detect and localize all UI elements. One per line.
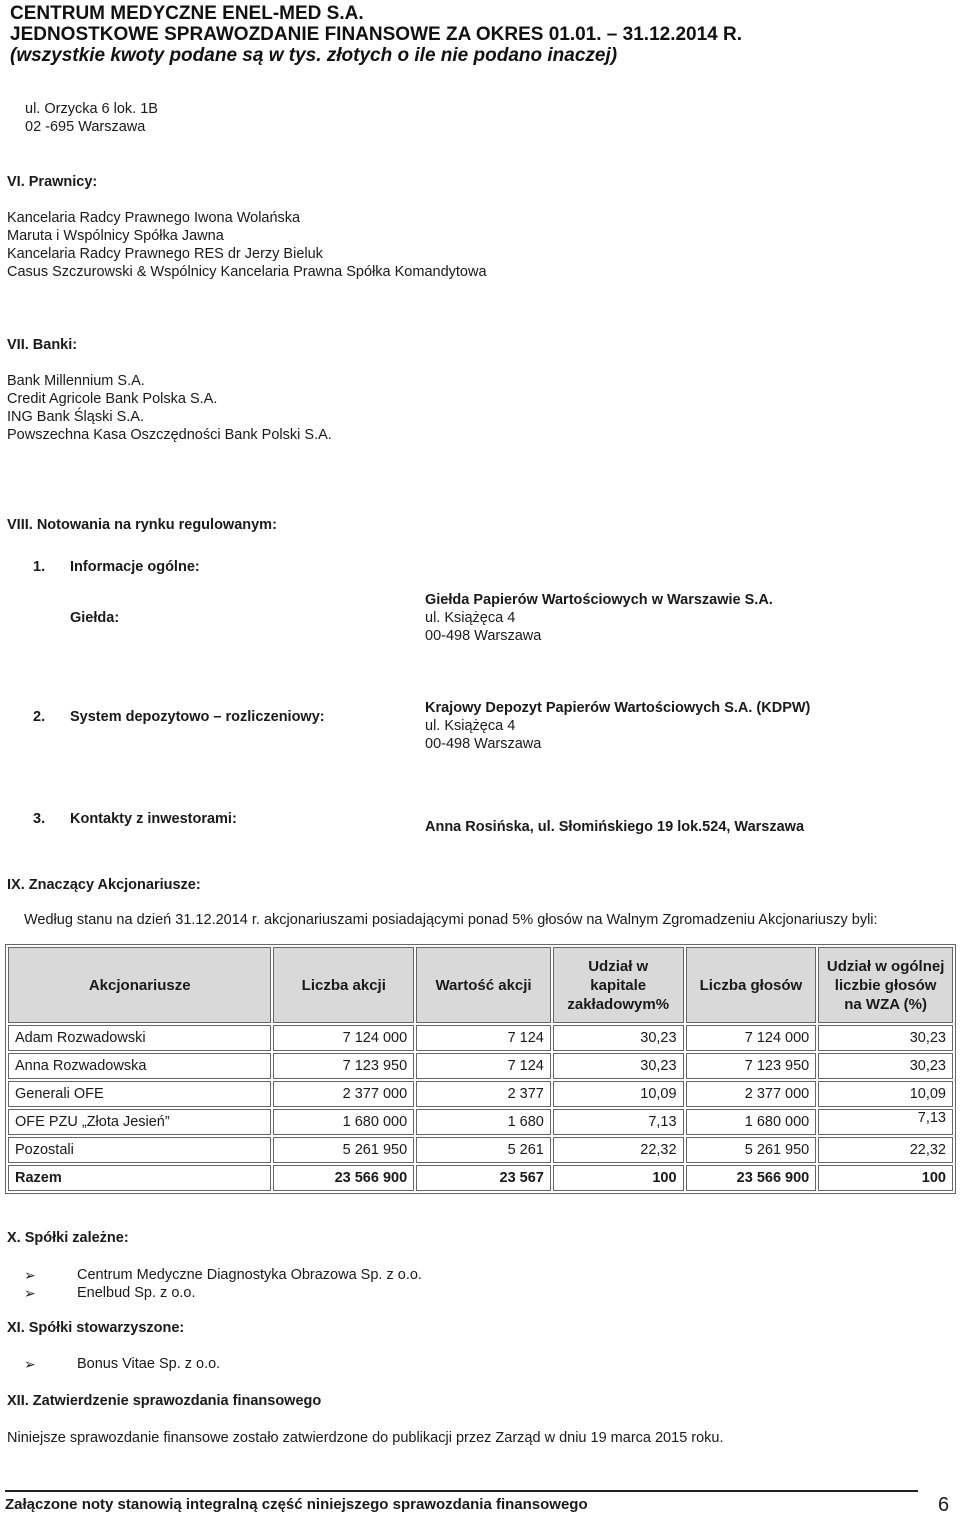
list-item-label: Centrum Medyczne Diagnostyka Obrazowa Sp. z o.o.	[77, 1267, 422, 1283]
table-cell: 7 124 000	[273, 1025, 414, 1051]
shareholders-table	[5, 944, 956, 1194]
table-cell: 100	[818, 1165, 953, 1191]
banks-list	[7, 372, 332, 444]
shareholders-heading: IX. Znaczący Akcjonariusze:	[7, 877, 201, 893]
column-header: Udział w ogólnej liczbie głosów na WZA (%)	[818, 947, 953, 1023]
arrow-bullet-icon: ➢	[24, 1285, 36, 1301]
table-cell: 2 377 000	[686, 1081, 817, 1107]
table-cell: 7 123 950	[273, 1053, 414, 1079]
list-item: Credit Agricole Bank Polska S.A.	[7, 391, 218, 407]
table-cell: 1 680 000	[273, 1109, 414, 1135]
deposit-city: 00-498 Warszawa	[425, 736, 542, 752]
table-cell: Adam Rozwadowski	[8, 1025, 271, 1051]
column-header: Akcjonariusze	[8, 947, 271, 1023]
table-cell: 7 124	[416, 1053, 551, 1079]
report-title: JEDNOSTKOWE SPRAWOZDANIE FINANSOWE ZA OKRES 01.01. – 31.12.2014 R.	[10, 24, 743, 45]
exchange-street: ul. Książęca 4	[425, 610, 516, 626]
table-cell: 22,32	[818, 1137, 953, 1163]
table-cell: 22,32	[553, 1137, 684, 1163]
table-cell: 30,23	[553, 1053, 684, 1079]
table-cell: Generali OFE	[8, 1081, 271, 1107]
table-total-row	[8, 1165, 953, 1191]
table-header-row	[8, 947, 953, 1023]
table-cell: 5 261 950	[273, 1137, 414, 1163]
company-name: CENTRUM MEDYCZNE ENEL-MED S.A.	[10, 3, 364, 24]
footer-divider	[5, 1490, 918, 1492]
address-block	[25, 100, 158, 136]
table-cell: OFE PZU „Złota Jesień”	[8, 1109, 271, 1135]
associates-heading: XI. Spółki stowarzyszone:	[7, 1320, 185, 1336]
address-line: ul. Orzycka 6 lok. 1B	[25, 101, 158, 117]
arrow-bullet-icon: ➢	[24, 1267, 36, 1283]
list-item	[24, 1266, 422, 1285]
list-item	[24, 1355, 221, 1374]
contacts-label: Kontakty z inwestorami:	[70, 811, 237, 827]
list-item: Maruta i Wspólnicy Spółka Jawna	[7, 228, 224, 244]
deposit-label: System depozytowo – rozliczeniowy:	[70, 709, 325, 725]
table-cell: 100	[553, 1165, 684, 1191]
table-cell: Razem	[8, 1165, 271, 1191]
contacts-number: 3.	[33, 811, 46, 827]
exchange-city: 00-498 Warszawa	[425, 628, 542, 644]
table-cell: 30,23	[553, 1025, 684, 1051]
listing-heading: VIII. Notowania na rynku regulowanym:	[7, 517, 277, 533]
table-cell: 7 124	[416, 1025, 551, 1051]
table-cell: 23 566 900	[686, 1165, 817, 1191]
table-row	[8, 1081, 953, 1107]
table-cell: 1 680	[416, 1109, 551, 1135]
page-number: 6	[938, 1494, 950, 1516]
deposit-street: ul. Książęca 4	[425, 718, 516, 734]
banks-heading: VII. Banki:	[7, 337, 78, 353]
general-number: 1.	[33, 559, 46, 575]
list-item-label: Enelbud Sp. z o.o.	[77, 1285, 196, 1301]
table-row	[8, 1109, 953, 1135]
deposit-number: 2.	[33, 709, 46, 725]
table-row	[8, 1053, 953, 1079]
table-cell: 2 377	[416, 1081, 551, 1107]
lawyers-heading: VI. Prawnicy:	[7, 174, 98, 190]
list-item: Powszechna Kasa Oszczędności Bank Polski S.A.	[7, 427, 332, 443]
table-cell: Anna Rozwadowska	[8, 1053, 271, 1079]
exchange-label: Giełda:	[70, 610, 120, 626]
table-cell: 7 124 000	[686, 1025, 817, 1051]
column-header: Wartość akcji	[416, 947, 551, 1023]
table-cell: 1 680 000	[686, 1109, 817, 1135]
column-header: Udział w kapitale zakładowym%	[553, 947, 684, 1023]
table-row	[8, 1137, 953, 1163]
lawyers-list	[7, 209, 487, 281]
address-line: 02 -695 Warszawa	[25, 119, 146, 135]
approval-text: Niniejsze sprawozdanie finansowe zostało zatwierdzone do publikacji przez Zarząd w dniu 19 marca 2015 roku.	[7, 1430, 724, 1446]
approval-heading: XII. Zatwierdzenie sprawozdania finansowego	[7, 1393, 322, 1409]
exchange-name: Giełda Papierów Wartościowych w Warszawie S.A.	[425, 592, 773, 608]
contacts-value: Anna Rosińska, ul. Słomińskiego 19 lok.524, Warszawa	[425, 819, 805, 835]
list-item: Kancelaria Radcy Prawnego Iwona Wolańska	[7, 210, 301, 226]
footer-note: Załączone noty stanowią integralną część niniejszego sprawozdania finansowego	[5, 1496, 588, 1513]
list-item: Bank Millennium S.A.	[7, 373, 145, 389]
list-item: Casus Szczurowski & Wspólnicy Kancelaria Prawna Spółka Komandytowa	[7, 264, 487, 280]
shareholders-intro: Według stanu na dzień 31.12.2014 r. akcjonariuszami posiadającymi ponad 5% głosów na Walnym Zgromadzeniu Akcjonariuszy byli:	[24, 912, 878, 928]
column-header: Liczba akcji	[273, 947, 414, 1023]
amounts-note: (wszystkie kwoty podane są w tys. złotych o ile nie podano inaczej)	[10, 45, 618, 66]
table-cell: 30,23	[818, 1053, 953, 1079]
deposit-name: Krajowy Depozyt Papierów Wartościowych S.A. (KDPW)	[425, 700, 811, 716]
list-item: ING Bank Śląski S.A.	[7, 409, 144, 425]
arrow-bullet-icon: ➢	[24, 1356, 36, 1372]
subsidiaries-heading: X. Spółki zależne:	[7, 1230, 129, 1246]
table-cell: 5 261 950	[686, 1137, 817, 1163]
table-cell: 10,09	[553, 1081, 684, 1107]
table-cell: 5 261	[416, 1137, 551, 1163]
table-cell: 7,13	[818, 1109, 953, 1135]
table-cell: 7 123 950	[686, 1053, 817, 1079]
list-item-label: Bonus Vitae Sp. z o.o.	[77, 1356, 221, 1372]
list-item: Kancelaria Radcy Prawnego RES dr Jerzy Bieluk	[7, 246, 323, 262]
table-cell: 23 567	[416, 1165, 551, 1191]
table-cell: Pozostali	[8, 1137, 271, 1163]
table-cell: 10,09	[818, 1081, 953, 1107]
table-cell: 7,13	[553, 1109, 684, 1135]
general-label: Informacje ogólne:	[70, 559, 200, 575]
column-header: Liczba głosów	[686, 947, 817, 1023]
table-row	[8, 1025, 953, 1051]
table-cell: 30,23	[818, 1025, 953, 1051]
table-cell: 23 566 900	[273, 1165, 414, 1191]
list-item	[24, 1284, 196, 1303]
table-cell: 2 377 000	[273, 1081, 414, 1107]
